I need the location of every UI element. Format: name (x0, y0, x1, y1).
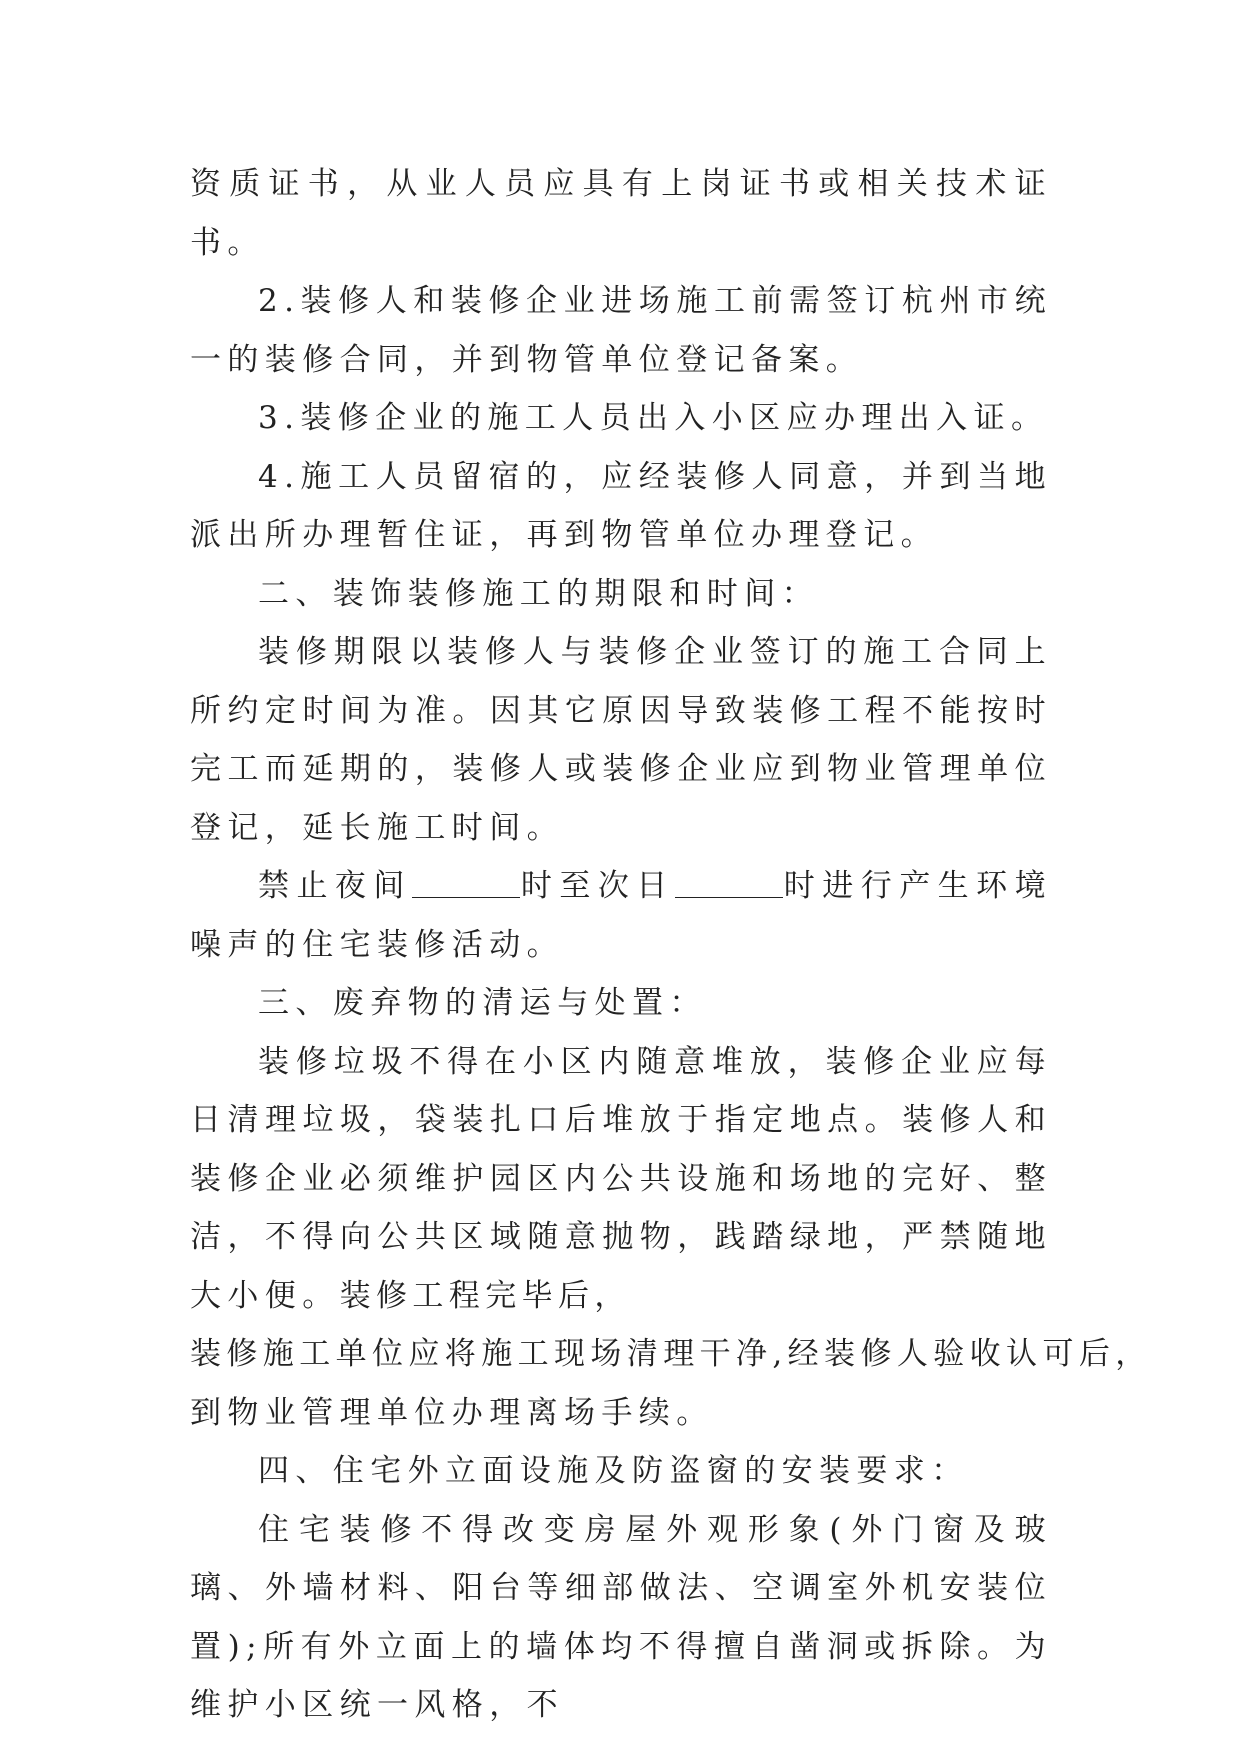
waste-text-4: 到物业管理单位办理离场手续。 (190, 1394, 714, 1431)
waste-text-2: 装修工程完毕后， (339, 1277, 631, 1314)
paragraph-item-3: 3.装修企业的施工人员出入小区应办理出入证。 (258, 400, 1049, 436)
paragraph-period: 装修期限以装修人与装修企业签订的施工合同上所约定时间为准。因其它原因导致装修工程不能按时完工而延期的，装修人或装修企业应到物业管理单位登记，延长施工时间。 (190, 634, 1052, 846)
day-end-blank (675, 867, 783, 898)
waste-text-3: 装修施工单位应将施工现场清理干净,经装修人验收认可后， (190, 1336, 1152, 1372)
paragraph-item-4: 4.施工人员留宿的，应经装修人同意，并到当地派出所办理暂住证，再到物管单位办理登记。 (190, 458, 1052, 553)
paragraph-night-ban (190, 857, 1052, 974)
night-ban-text-2: 时至次日 (519, 868, 675, 904)
document-body (190, 155, 1152, 1735)
paragraph-item-2: 2.装修人和装修企业进场施工前需签订杭州市统一的装修合同，并到物管单位登记备案。 (190, 283, 1052, 378)
waste-text-1: 装修垃圾不得在小区内随意堆放，装修企业应每日清理垃圾，袋装扎口后堆放于指定地点。装修人和装修企业必须维护园区内公共设施和场地的完好、整洁，不得向公共区域随意抛物，践踏绿地，严禁随地大小便。 (190, 1043, 1052, 1314)
section-heading-3: 三、废弃物的清运与处置： (258, 985, 707, 1021)
paragraph-waste (190, 1033, 1152, 1443)
night-ban-text-1: 禁止夜间 (258, 868, 412, 904)
paragraph-facade: 住宅装修不得改变房屋外观形象(外门窗及玻璃、外墙材料、阳台等细部做法、空调室外机安装位置);所有外立面上的墙体均不得擅自凿洞或拆除。为维护小区统一风格，不 (190, 1511, 1052, 1723)
section-heading-4: 四、住宅外立面设施及防盗窗的安装要求： (258, 1453, 969, 1489)
night-ban-text-3: 时进行产生环境噪声的住宅装修活动。 (190, 868, 1052, 963)
paragraph-qualification: 资质证书，从业人员应具有上岗证书或相关技术证书。 (190, 166, 1052, 261)
section-heading-2: 二、装饰装修施工的期限和时间： (258, 575, 819, 612)
night-start-blank (412, 867, 520, 898)
